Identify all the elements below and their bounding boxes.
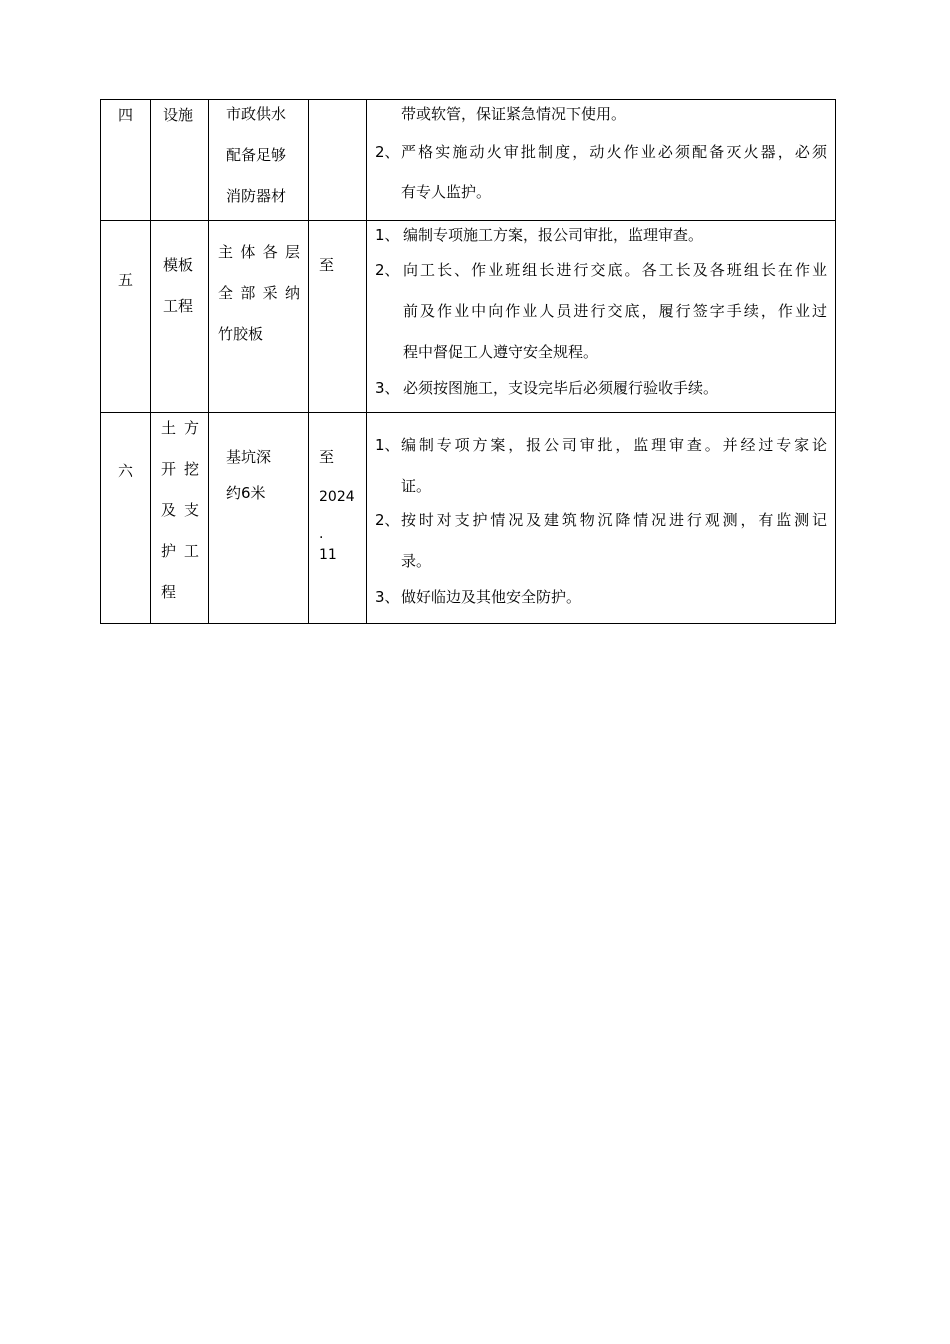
item-name-line: 土方 (161, 419, 199, 437)
row-index: 六 (117, 462, 133, 480)
time-line: 11 (319, 547, 337, 563)
measure-item (375, 142, 827, 202)
table-row (101, 413, 836, 624)
safety-measures-table (100, 99, 836, 624)
item-desc-line: 消防器材 (226, 187, 287, 205)
measure-number: 3、 (375, 588, 400, 606)
measure-text: 严格实施动火审批制度，动火作业必须配备灭火器，必须 (401, 143, 827, 161)
item-name-line: 设施 (163, 106, 194, 124)
measures-cell (367, 221, 836, 413)
item-desc-line: 主体各层 (218, 243, 300, 261)
item-desc-line: 竹胶板 (218, 325, 264, 343)
table-row (101, 100, 836, 221)
row-index-cell (101, 221, 151, 413)
measure-number: 2、 (375, 511, 400, 529)
measure-number: 2、 (375, 261, 400, 279)
item-name-cell (151, 413, 209, 624)
time-cell (309, 221, 367, 413)
row-index-cell (101, 100, 151, 221)
item-desc-cell (209, 221, 309, 413)
row-index: 四 (117, 106, 133, 124)
table-row (101, 221, 836, 413)
item-name-line: 护工 (161, 542, 199, 560)
measure-text: 必须按图施工，支设完毕后必须履行验收手续。 (403, 379, 719, 397)
measures-cell (367, 100, 836, 221)
measure-text: 前及作业中向作业人员进行交底，履行签字手续，作业过 (403, 302, 827, 320)
time-line: 至 (319, 448, 335, 466)
measure-text: 带或软管，保证紧急情况下使用。 (401, 105, 627, 123)
measure-item (375, 260, 827, 362)
time-line: 2024 (319, 489, 355, 505)
row-index: 五 (117, 271, 133, 289)
measure-item (375, 225, 827, 245)
measure-text: 程中督促工人遵守安全规程。 (403, 343, 599, 361)
time-cell (309, 100, 367, 221)
measure-text: 证。 (401, 477, 432, 495)
item-desc-cell (209, 413, 309, 624)
measure-item (375, 435, 827, 496)
measure-text: 编制专项施工方案，报公司审批，监理审查。 (403, 226, 704, 244)
row-index-cell (101, 413, 151, 624)
measure-text: 录。 (401, 552, 432, 570)
time-line: 至 (319, 256, 335, 274)
item-name-cell (151, 221, 209, 413)
item-name-line: 开挖 (161, 460, 199, 478)
measure-text: 向工长、作业班组长进行交底。各工长及各班组长在作业 (403, 261, 827, 279)
item-name-line: 程 (161, 583, 177, 601)
item-name-line: 及支 (161, 501, 199, 519)
time-line: . (319, 526, 324, 542)
time-cell (309, 413, 367, 624)
measure-text: 按时对支护情况及建筑物沉降情况进行观测，有监测记 (401, 511, 827, 529)
measure-text: 编制专项方案，报公司审批，监理审查。并经过专家论 (401, 436, 827, 454)
item-desc-line: 约6米 (226, 484, 266, 502)
measure-text: 做好临边及其他安全防护。 (401, 588, 582, 606)
item-desc-cell (209, 100, 309, 221)
measure-item (375, 510, 827, 571)
item-desc-line: 基坑深 (226, 448, 272, 466)
measure-item (375, 587, 827, 607)
measure-item (375, 378, 827, 398)
item-name-line: 工程 (163, 297, 194, 315)
measures-cell (367, 413, 836, 624)
item-desc-line: 全部采纳 (218, 284, 300, 302)
measure-number: 1、 (375, 226, 400, 244)
measure-number: 3、 (375, 379, 400, 397)
measure-text: 有专人监护。 (401, 183, 492, 201)
item-desc-line: 配备足够 (226, 146, 287, 164)
item-desc-line: 市政供水 (226, 105, 287, 123)
measure-number: 1、 (375, 436, 400, 454)
item-name-line: 模板 (163, 256, 194, 274)
item-name-cell (151, 100, 209, 221)
measure-number: 2、 (375, 143, 400, 161)
measure-item (375, 104, 827, 124)
